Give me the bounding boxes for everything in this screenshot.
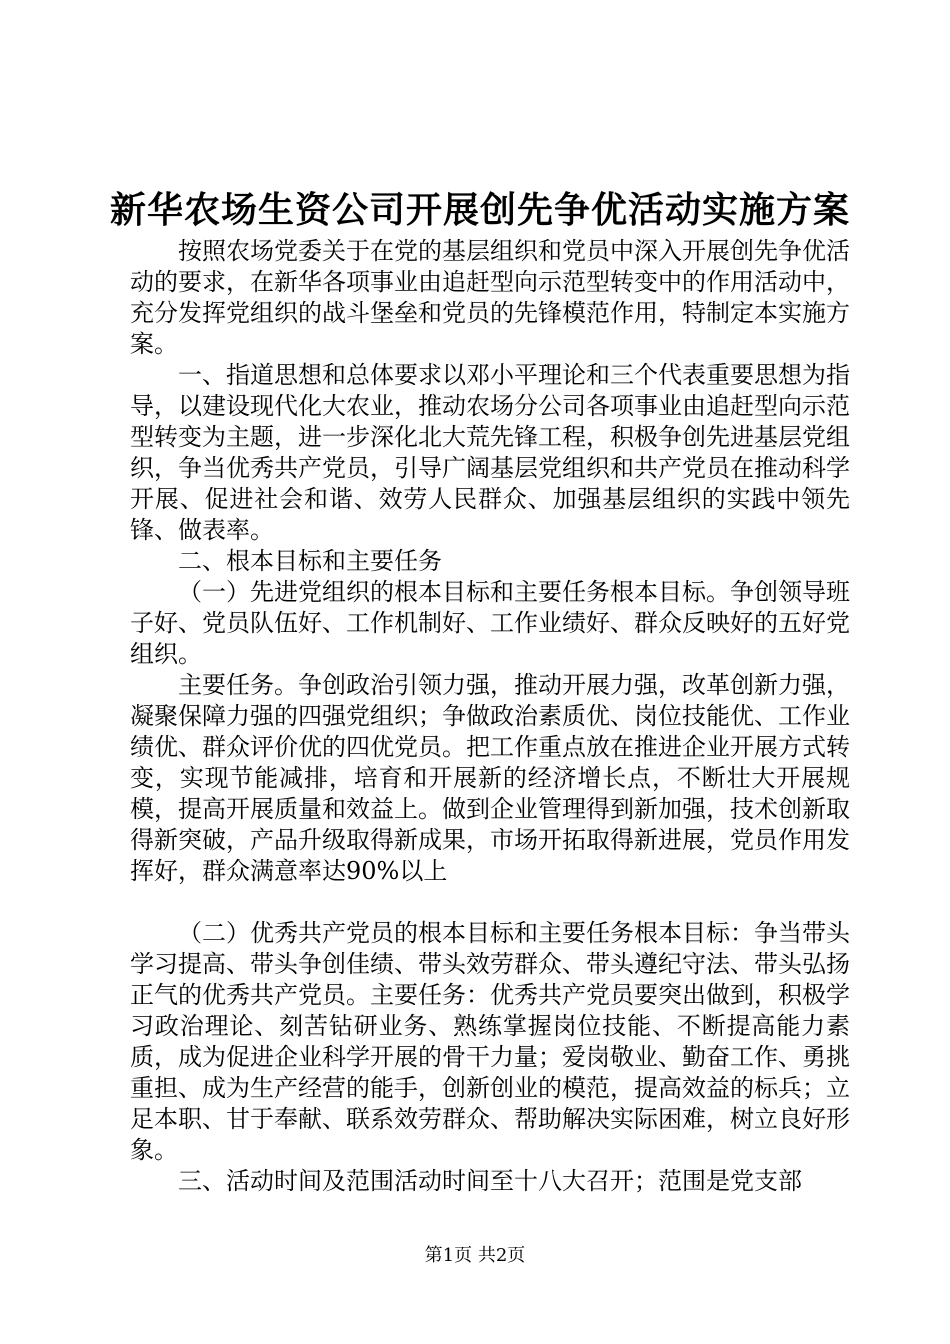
paragraph-intro: 按照农场党委关于在党的基层组织和党员中深入开展创先争优活动的要求，在新华各项事业由追赶型向示范型转变中的作用活动中，充分发挥党组织的战斗堡垒和党员的先锋模范作用，特制定本实施方案。 bbox=[130, 237, 850, 358]
document-body bbox=[130, 236, 850, 1197]
paragraph-section-1: 一、指道思想和总体要求以邓小平理论和三个代表重要思想为指导，以建设现代化大农业，推动农场分公司各项事业由追赶型向示范型转变为主题，进一步深化北大荒先锋工程，积极争创先进基层党组织，争当优秀共产党员，引导广阔基层党组织和共产党员在推动科学开展、促进社会和谐、效劳人民群众、加强基层组织的实践中领先锋、做表率。 bbox=[130, 361, 850, 544]
page-footer: 第1页 共2页 bbox=[424, 1245, 526, 1266]
document-title: 新华农场生资公司开展创先争优活动实施方案 bbox=[109, 189, 850, 231]
paragraph-section-2-heading: 二、根本目标和主要任务 bbox=[178, 547, 442, 575]
paragraph-subsection-2: （二）优秀共产党员的根本目标和主要任务根本目标：争当带头学习提高、带头争创佳绩、带头效劳群众、带头遵纪守法、带头弘扬正气的优秀共产党员。主要任务：优秀共产党员要突出做到，积极学习政治理论、刻苦钻研业务、熟练掌握岗位技能、不断提高能力素质，成为促进企业科学开展的骨干力量；爱岗敬业、勤奋工作、勇挑重担、成为生产经营的能手，创新创业的模范，提高效益的标兵；立足本职、甘于奉献、联系效劳群众、帮助解决实际困难，树立良好形象。 bbox=[130, 919, 850, 1164]
paragraph-subsection-1: （一）先进党组织的根本目标和主要任务根本目标。争创领导班子好、党员队伍好、工作机制好、工作业绩好、群众反映好的五好党组织。 bbox=[130, 578, 850, 668]
paragraph-section-3: 三、活动时间及范围活动时间至十八大召开；范围是党支部 bbox=[178, 1167, 802, 1195]
paragraph-main-tasks: 主要任务。争创政治引领力强，推动开展力强，改革创新力强，凝聚保障力强的四强党组织；争做政治素质优、岗位技能优、工作业绩优、群众评价优的四优党员。把工作重点放在推进企业开展方式转变，实现节能减排，培育和开展新的经济增长点，不断壮大开展规模，提高开展质量和效益上。做到企业管理得到新加强，技术创新取得新突破，产品升级取得新成果，市场开拓取得新进展，党员作用发挥好，群众满意率达90%以上 bbox=[130, 671, 850, 885]
